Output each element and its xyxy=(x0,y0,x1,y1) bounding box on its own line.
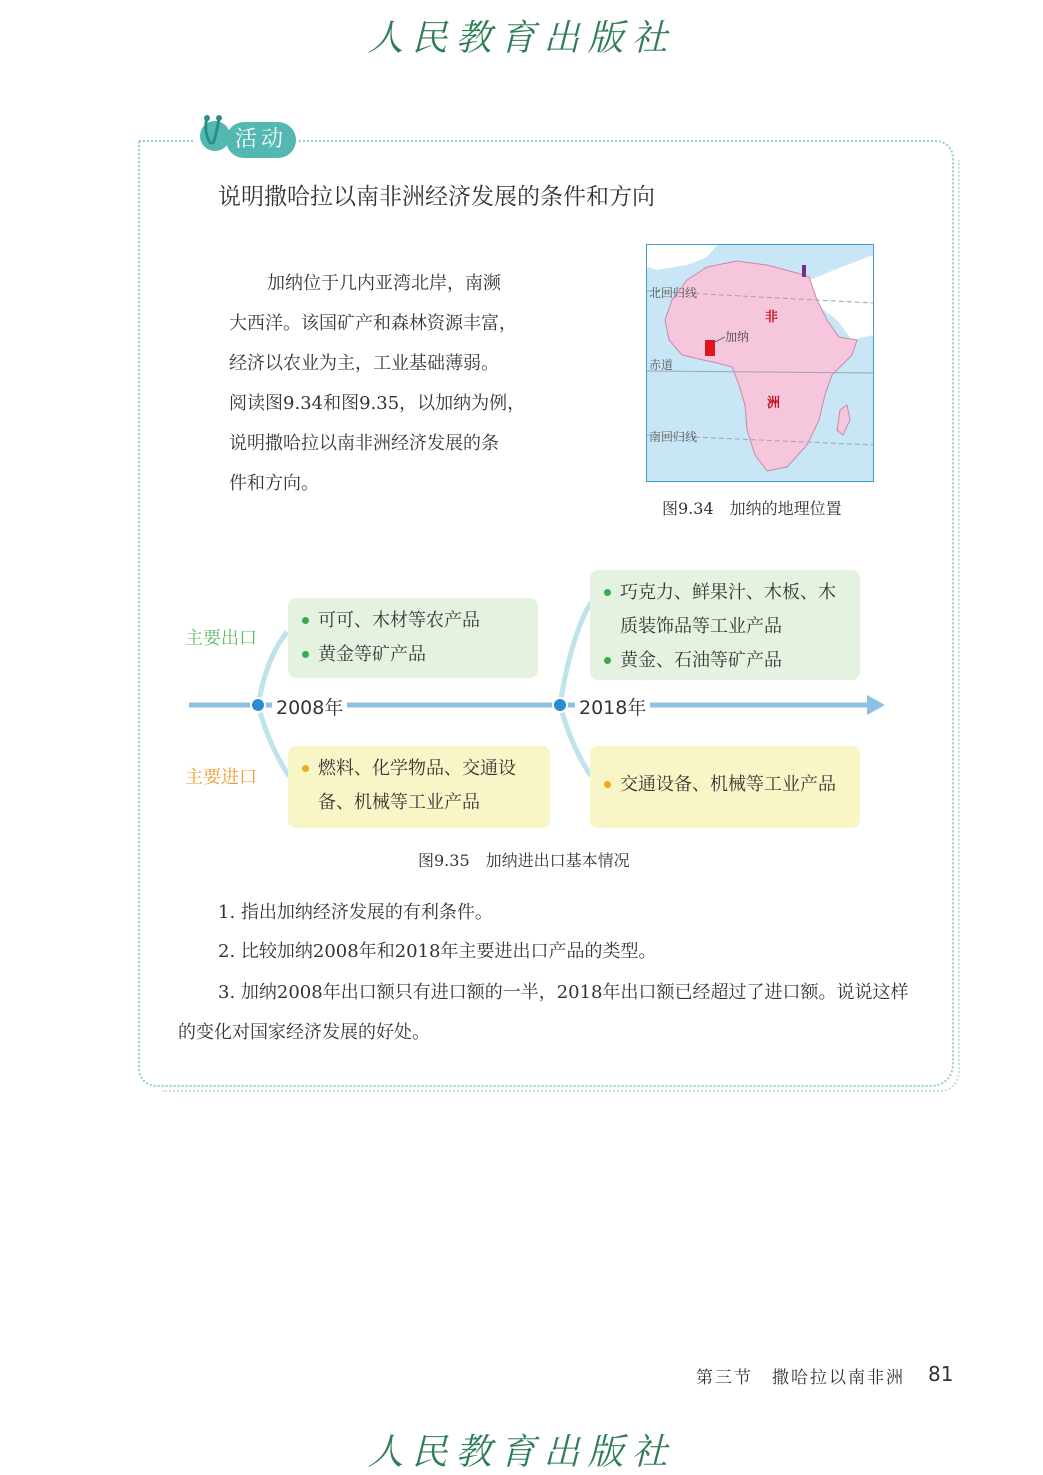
year-label-2008: 2008年 xyxy=(272,693,347,720)
export-2018-item: 巧克力、鲜果汁、木板、木质装饰品等工业产品 xyxy=(620,582,836,637)
import-2008-box xyxy=(288,746,550,828)
export-2008-item: 黄金等矿产品 xyxy=(318,644,426,665)
ghana-label: 加纳 xyxy=(725,330,750,344)
africa-map-svg xyxy=(647,245,873,481)
bullet-icon xyxy=(302,617,309,624)
ghana-location-map xyxy=(646,244,874,482)
import-2008-item: 燃料、化学物品、交通设备、机械等工业产品 xyxy=(318,758,516,813)
intro-line: 阅读图9.34和图9.35，以加纳为例， xyxy=(229,393,526,414)
page-number: 81 xyxy=(928,1362,954,1386)
figure-caption-9-35: 图9.35 加纳进出口基本情况 xyxy=(418,851,630,870)
export-2008-item: 可可、木材等农产品 xyxy=(318,610,480,631)
figure-caption-9-34: 图9.34 加纳的地理位置 xyxy=(662,499,842,518)
bullet-icon xyxy=(604,657,611,664)
export-2008-box xyxy=(288,598,538,678)
question-2: 2. 比较加纳2008年和2018年主要进出口产品的类型。 xyxy=(218,941,657,962)
year-label-2018: 2018年 xyxy=(575,693,650,720)
activity-badge: 活动 xyxy=(226,122,296,158)
publisher-logo-bottom: 人民教育出版社 xyxy=(367,1432,676,1473)
timeline-node-2018 xyxy=(553,698,567,712)
intro-line: 件和方向。 xyxy=(229,473,319,494)
list-item xyxy=(604,768,846,802)
bullet-icon xyxy=(604,781,611,788)
bullet-icon xyxy=(604,589,611,596)
trade-diagram xyxy=(185,566,890,836)
tropic-cancer-label: 北回归线 xyxy=(649,286,698,300)
equator-label: 赤道 xyxy=(649,358,674,372)
continent-label-1: 非 xyxy=(765,310,779,325)
list-item xyxy=(302,604,524,638)
list-item xyxy=(604,576,850,644)
export-label: 主要出口 xyxy=(185,628,257,649)
import-2018-item: 交通设备、机械等工业产品 xyxy=(620,774,836,795)
timeline-node-2008 xyxy=(251,698,265,712)
tropic-capricorn-label: 南回归线 xyxy=(649,430,698,444)
activity-title: 说明撒哈拉以南非洲经济发展的条件和方向 xyxy=(218,184,655,210)
bullet-icon xyxy=(302,765,309,772)
intro-paragraph xyxy=(229,264,547,504)
intro-line: 大西洋。该国矿产和森林资源丰富， xyxy=(229,313,517,334)
list-item xyxy=(302,638,524,672)
import-label: 主要进口 xyxy=(185,767,257,788)
list-item xyxy=(604,644,850,678)
question-1: 1. 指出加纳经济发展的有利条件。 xyxy=(218,902,493,923)
continent-label-2: 洲 xyxy=(767,396,781,411)
export-2018-box xyxy=(590,570,860,680)
footer-section: 第三节 撒哈拉以南非洲 xyxy=(696,1368,905,1388)
intro-line: 加纳位于几内亚湾北岸，南濒 xyxy=(267,273,501,294)
export-2018-item: 黄金、石油等矿产品 xyxy=(620,650,782,671)
bullet-icon xyxy=(302,651,309,658)
intro-line: 说明撒哈拉以南非洲经济发展的条 xyxy=(229,433,499,454)
intro-line: 经济以农业为主，工业基础薄弱。 xyxy=(229,353,499,374)
list-item xyxy=(302,752,528,820)
publisher-logo-top: 人民教育出版社 xyxy=(367,18,676,59)
question-3: 3. 加纳2008年出口额只有进口额的一半，2018年出口额已经超过了进口额。说说这样的变化对国家经济发展的好处。 xyxy=(178,982,909,1043)
import-2018-box xyxy=(590,746,860,828)
